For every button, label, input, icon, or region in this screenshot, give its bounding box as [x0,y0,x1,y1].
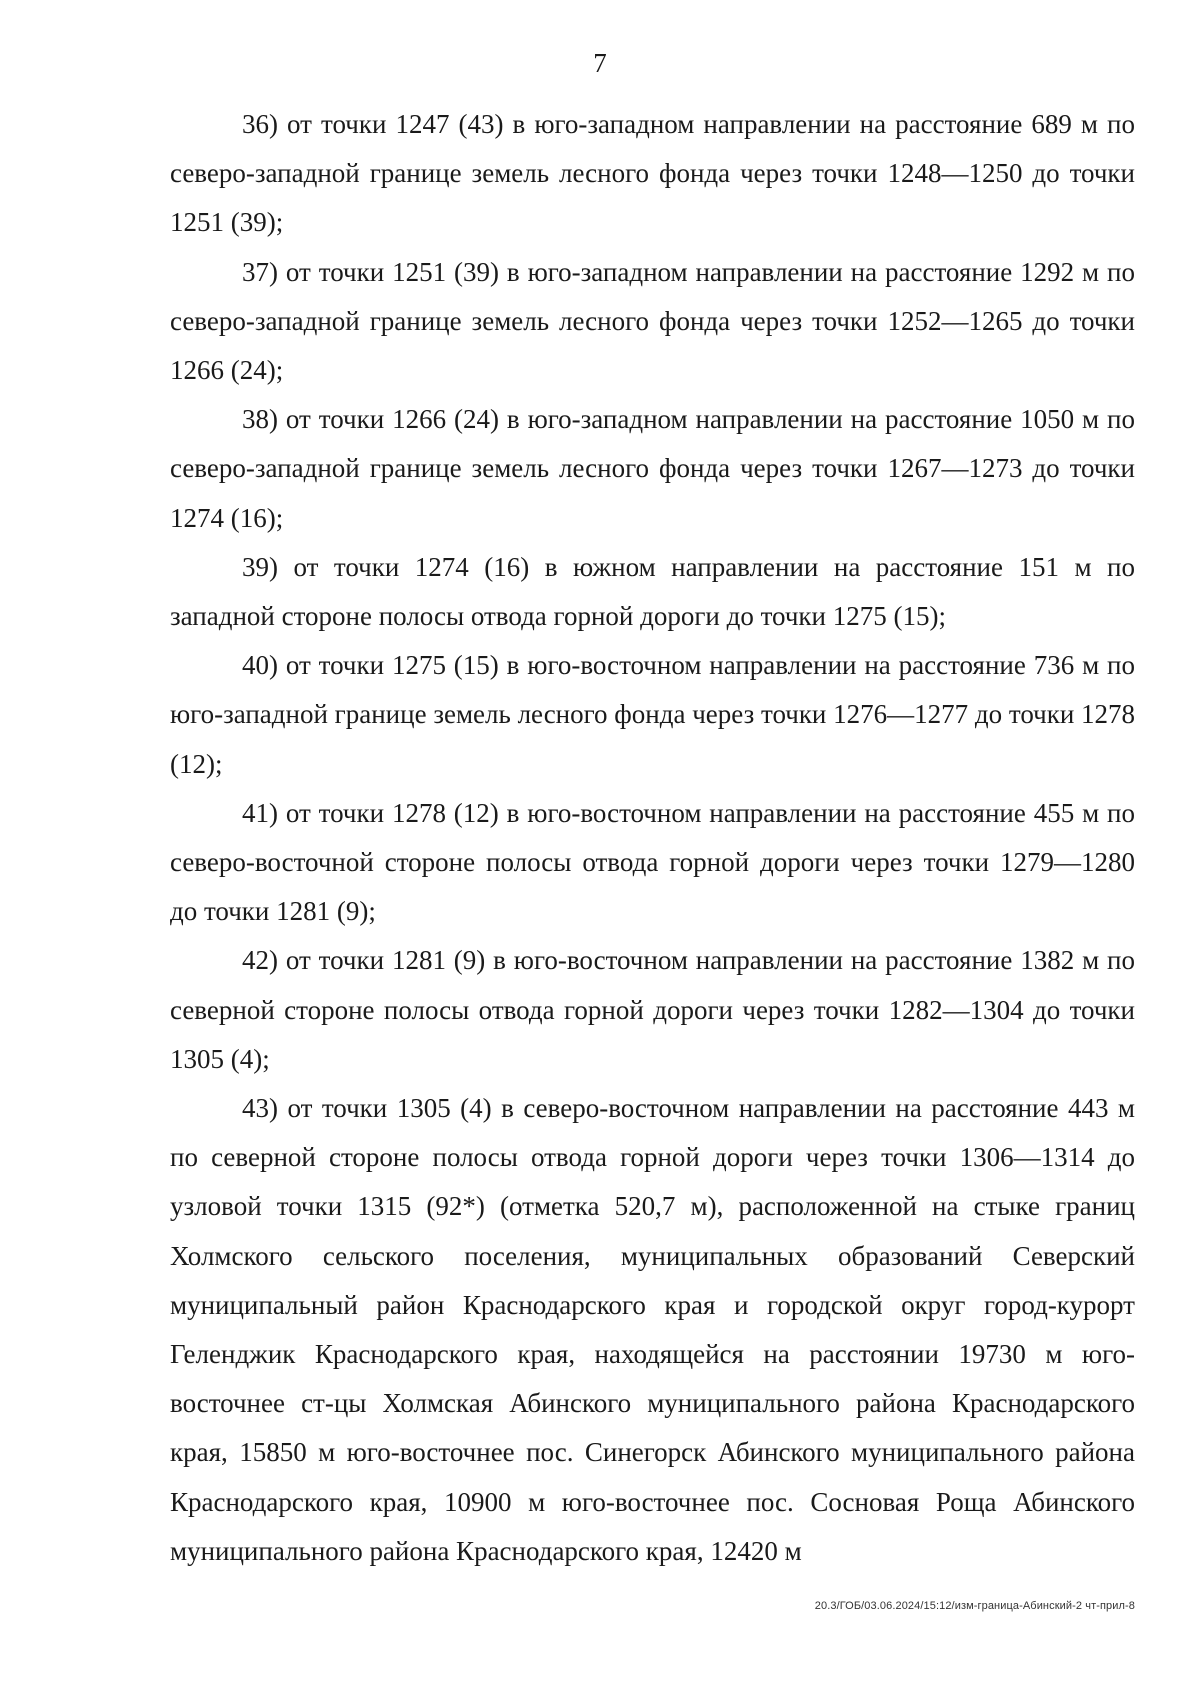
paragraph-41: 41) от точки 1278 (12) в юго-восточном направлении на расстояние 455 м по северо-восточной стороне полосы отвода горной дороги через точки 1279—1280 до точки 1281 (9); [170,797,1135,927]
document-body [170,100,1135,1576]
paragraph-42: 42) от точки 1281 (9) в юго-восточном направлении на расстояние 1382 м по северной стороне полосы отвода горной дороги через точки 1282—1304 до точки 1305 (4); [170,945,1135,1074]
paragraph-38: 38) от точки 1266 (24) в юго-западном направлении на расстояние 1050 м по северо-западной границе земель лесного фонда через точки 1267—1273 до точки 1274 (16); [170,404,1135,533]
paragraph-36: 36) от точки 1247 (43) в юго-западном направлении на расстояние 689 м по северо-западной границе земель лесного фонда через точки 1248—1250 до точки 1251 (39); [170,109,1135,238]
document-footer-code: 20.3/ГОБ/03.06.2024/15:12/изм-граница-Абинский-2 чт-прил-8 [814,1600,1135,1612]
paragraph-37: 37) от точки 1251 (39) в юго-западном направлении на расстояние 1292 м по северо-западной границе земель лесного фонда через точки 1252—1265 до точки 1266 (24); [170,256,1135,386]
paragraph-40: 40) от точки 1275 (15) в юго-восточном направлении на расстояние 736 м по юго-западной границе земель лесного фонда через точки 1276—1277 до точки 1278 (12); [170,650,1136,779]
page-number: 7 [593,48,607,78]
paragraph-43: 43) от точки 1305 (4) в северо-восточном направлении на расстояние 443 м по северной стороне полосы отвода горной дороги через точки 1306—1314 до узловой точки 1315 (92*) (отметка 520,7 м), расположенной на стыке границ Холмского сельского поселения, муниципальных образований Северский муниципальный район Краснодарского края и городской округ город-курорт Геленджик Краснодарского края, находящейся на расстоянии 19730 м юго-восточнее ст-цы Холмская Абинского муниципального района Краснодарского края, 15850 м юго-восточнее пос. Синегорск Абинского муниципального района Краснодарского края, 10900 м юго-восточнее пос. Сосновая Роща Абинского муниципального района Краснодарского края, 12420 м [170,1093,1135,1566]
paragraph-39: 39) от точки 1274 (16) в южном направлении на расстояние 151 м по западной стороне полосы отвода горной дороги до точки 1275 (15); [170,551,1135,632]
